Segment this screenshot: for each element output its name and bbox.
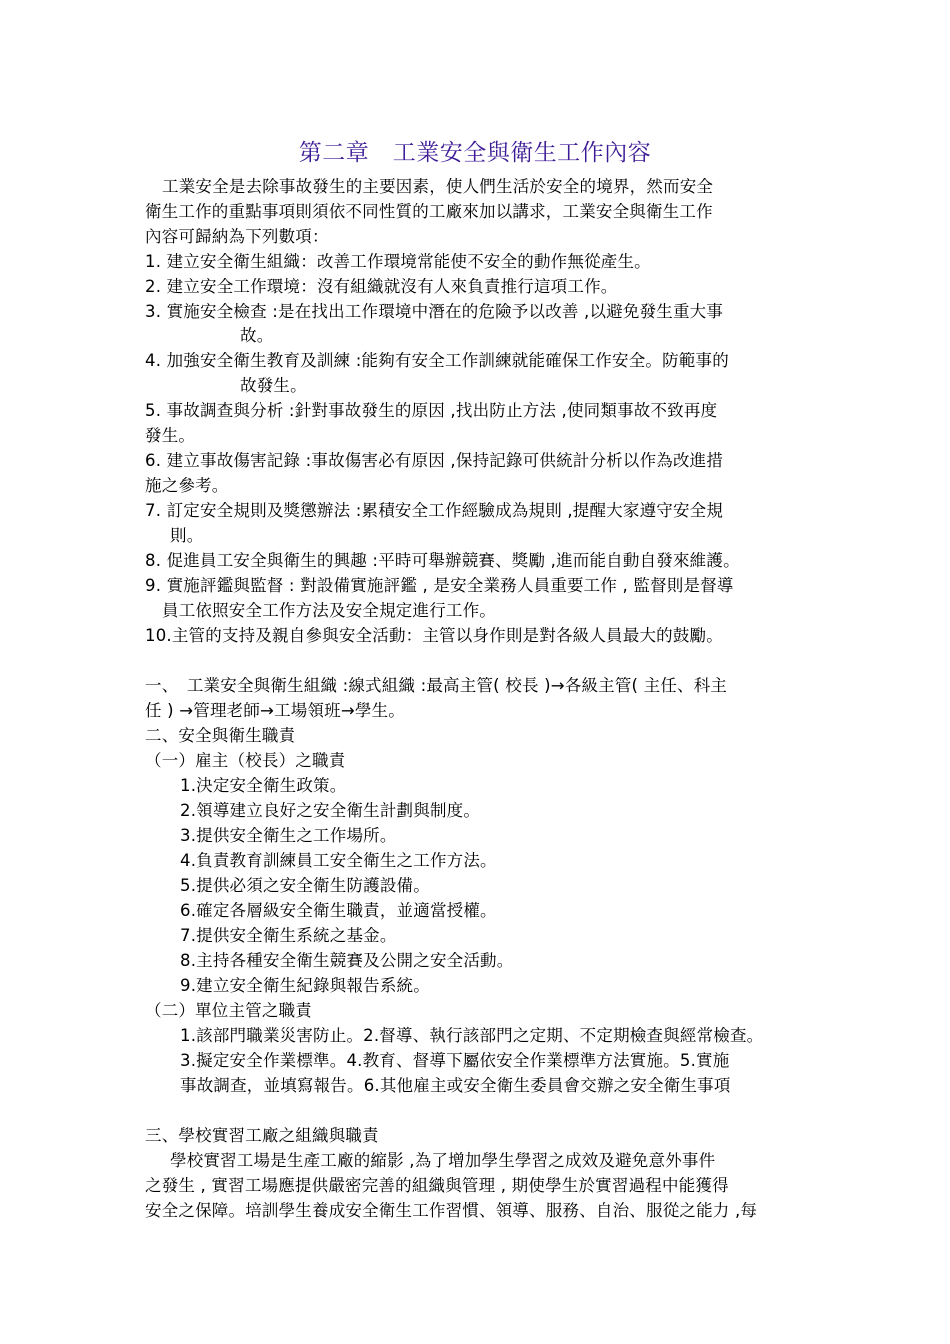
subsection-heading: （一）雇主（校長）之職責 <box>145 751 346 770</box>
list-item: 7. 訂定安全規則及獎懲辦法 :累積安全工作經驗成為規則 ,提醒大家遵守安全規 <box>145 501 724 520</box>
list-item: 6. 建立事故傷害記錄 :事故傷害必有原因 ,保持記錄可供統計分析以作為改進措 <box>145 451 724 470</box>
paragraph-line: 學校實習工場是生產工廠的縮影 ,為了增加學生學習之成效及避免意外事件 <box>170 1151 716 1170</box>
section-3-heading: 三、學校實習工廠之組織與職責 <box>145 1126 379 1145</box>
list-item: 8. 促進員工安全與衛生的興趣 :平時可舉辦競賽、獎勵 ,進而能自動自發來維護。 <box>145 551 740 570</box>
paragraph-line: 安全之保障。培訓學生養成安全衛生工作習慣、領導、服務、自治、服從之能力 ,每 <box>145 1201 758 1220</box>
list-item: 5. 事故調查與分析 :針對事故發生的原因 ,找出防止方法 ,使同類事故不致再度 <box>145 401 718 420</box>
list-item-continuation: 故發生。 <box>240 376 307 395</box>
list-item-continuation: 故。 <box>240 326 274 345</box>
list-item: 2. 建立安全工作環境：沒有組織就沒有人來負責推行這項工作。 <box>145 277 618 296</box>
section-1-line: 一、 工業安全與衛生組織 :線式組織 :最高主管( 校長 )→各級主管( 主任、科主 <box>145 676 728 695</box>
duty-item: 4.負責教育訓練員工安全衛生之工作方法。 <box>180 851 497 870</box>
section-1-line: 任 ) →管理老師→工場領班→學生。 <box>145 701 406 720</box>
duty-item: 3.提供安全衛生之工作場所。 <box>180 826 397 845</box>
subsection-heading: （二）單位主管之職責 <box>145 1001 312 1020</box>
duty-line: 3.擬定安全作業標準。4.教育、督導下屬依安全作業標準方法實施。5.實施 <box>180 1051 730 1070</box>
duty-item: 7.提供安全衛生系統之基金。 <box>180 926 397 945</box>
duty-item: 9.建立安全衛生紀錄與報告系統。 <box>180 976 430 995</box>
intro-line: 內容可歸納為下列數項： <box>145 227 329 246</box>
duty-item: 6.確定各層級安全衛生職責，並適當授權。 <box>180 901 497 920</box>
chapter-title: 第二章 工業安全與衛生工作內容 <box>298 140 652 166</box>
list-item-continuation: 發生。 <box>145 426 196 445</box>
list-item-continuation: 則。 <box>170 526 204 545</box>
list-item: 3. 實施安全檢查 :是在找出工作環境中潛在的危險予以改善 ,以避免發生重大事 <box>145 302 724 321</box>
duty-item: 8.主持各種安全衛生競賽及公開之安全活動。 <box>180 951 514 970</box>
list-item: 9. 實施評鑑與監督 : 對設備實施評鑑 , 是安全業務人員重要工作 , 監督則是督導 <box>145 576 734 595</box>
duty-item: 1.決定安全衛生政策。 <box>180 776 347 795</box>
list-item: 10.主管的支持及親自參與安全活動：主管以身作則是對各級人員最大的鼓勵。 <box>145 626 723 645</box>
duty-line: 1.該部門職業災害防止。2.督導、執行該部門之定期、不定期檢查與經常檢查。 <box>180 1026 764 1045</box>
duty-item: 5.提供必須之安全衛生防護設備。 <box>180 876 430 895</box>
list-item: 4. 加強安全衛生教育及訓練 :能夠有安全工作訓練就能確保工作安全。防範事的 <box>145 351 729 370</box>
list-item-continuation: 施之參考。 <box>145 476 229 495</box>
list-item: 1. 建立安全衛生組織：改善工作環境常能使不安全的動作無從產生。 <box>145 252 651 271</box>
intro-line: 工業安全是去除事故發生的主要因素，使人們生活於安全的境界，然而安全 <box>162 177 714 196</box>
paragraph-line: 之發生 , 實習工場應提供嚴密完善的組織與管理 , 期使學生於實習過程中能獲得 <box>145 1176 729 1195</box>
duty-item: 2.領導建立良好之安全衛生計劃與制度。 <box>180 801 481 820</box>
duty-line: 事故調查，並填寫報告。6.其他雇主或安全衛生委員會交辦之安全衛生事項 <box>180 1076 731 1095</box>
section-2-heading: 二、安全與衛生職責 <box>145 726 296 745</box>
intro-line: 衛生工作的重點事項則須依不同性質的工廠來加以講求，工業安全與衛生工作 <box>145 202 713 221</box>
list-item-continuation: 員工依照安全工作方法及安全規定進行工作。 <box>162 601 496 620</box>
